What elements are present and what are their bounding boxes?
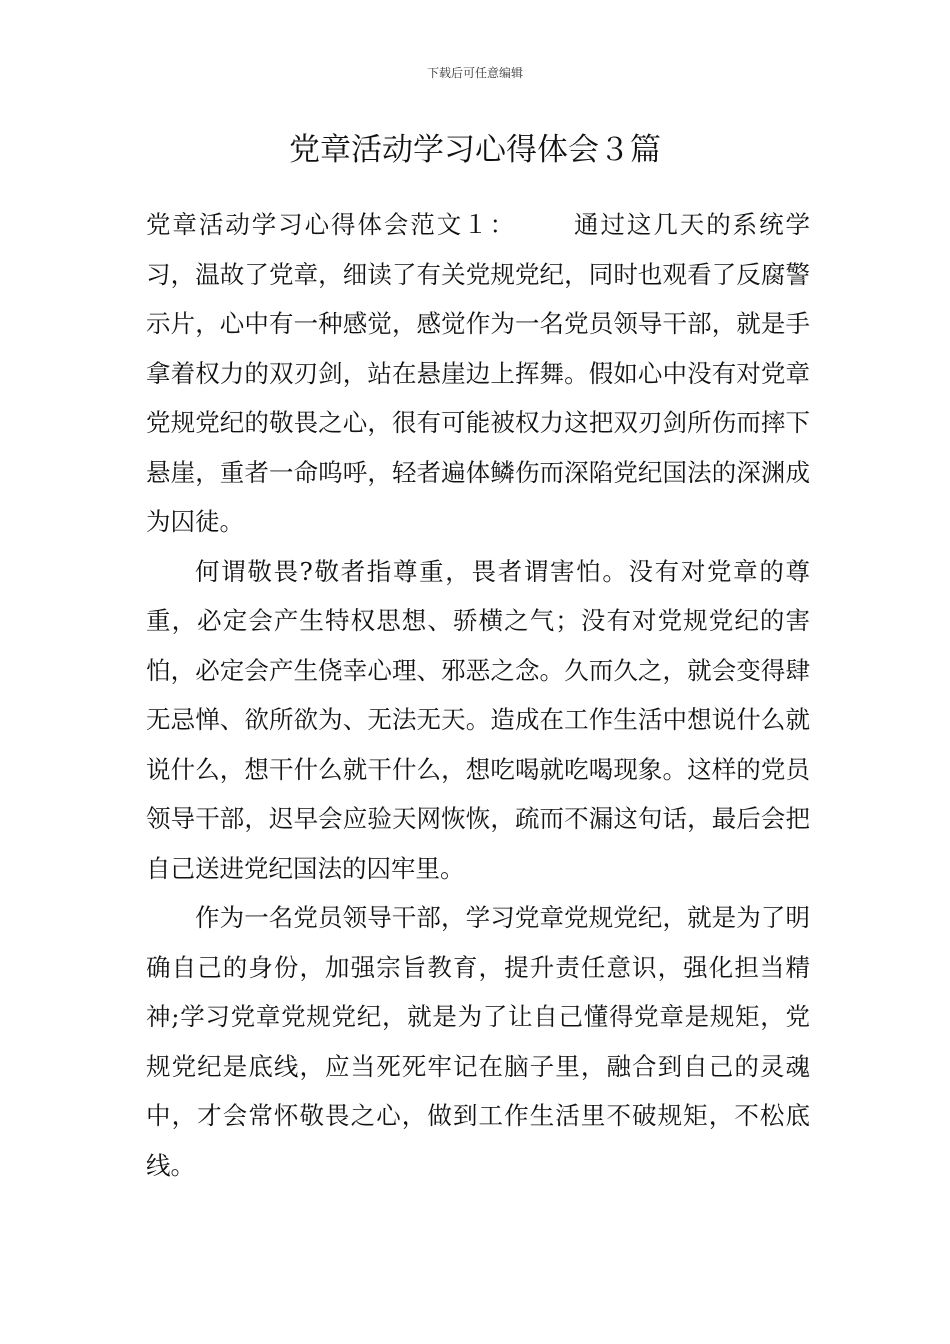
- paragraph-text: 通过这几天的系统学习，温故了党章，细读了有关党规党纪，同时也观看了反腐警示片，心中有一种感觉，感觉作为一名党员领导干部，就是手拿着权力的双刃剑，站在悬崖边上挥舞。假如心中没有对党章党规党纪的敬畏之心，很有可能被权力这把双刃剑所伤而摔下悬崖，重者一命呜呼，轻者遍体鳞伤而深陷党纪国法的深渊成为囚徒。: [146, 210, 811, 536]
- paragraph-3: 作为一名党员领导干部，学习党章党规党纪，就是为了明确自己的身份，加强宗旨教育，提升责任意识，强化担当精神;学习党章党规党纪，就是为了让自己懂得党章是规矩，党规党纪是底线，应当死死牢记在脑子里，融合到自己的灵魂中，才会常怀敬畏之心，做到工作生活里不破规矩，不松底线。: [146, 903, 810, 1180]
- paragraph-2: 何谓敬畏?敬者指尊重，畏者谓害怕。没有对党章的尊重，必定会产生特权思想、骄横之气；没有对党规党纪的害怕，必定会产生侥幸心理、邪恶之念。久而久之，就会变得肆无忌惮、欲所欲为、无法无天。造成在工作生活中想说什么就说什么，想干什么就干什么，想吃喝就吃喝现象。这样的党员领导干部，迟早会应验天网恢恢，疏而不漏这句话，最后会把自己送进党纪国法的囚牢里。: [146, 556, 810, 883]
- document-title: 党章活动学习心得体会３篇: [289, 132, 661, 168]
- paragraph-1: [146, 200, 810, 547]
- document-body: [146, 200, 810, 1190]
- sample-label: 党章活动学习心得体会范文１：: [146, 210, 517, 239]
- header-note: 下载后可任意编辑: [426, 66, 523, 80]
